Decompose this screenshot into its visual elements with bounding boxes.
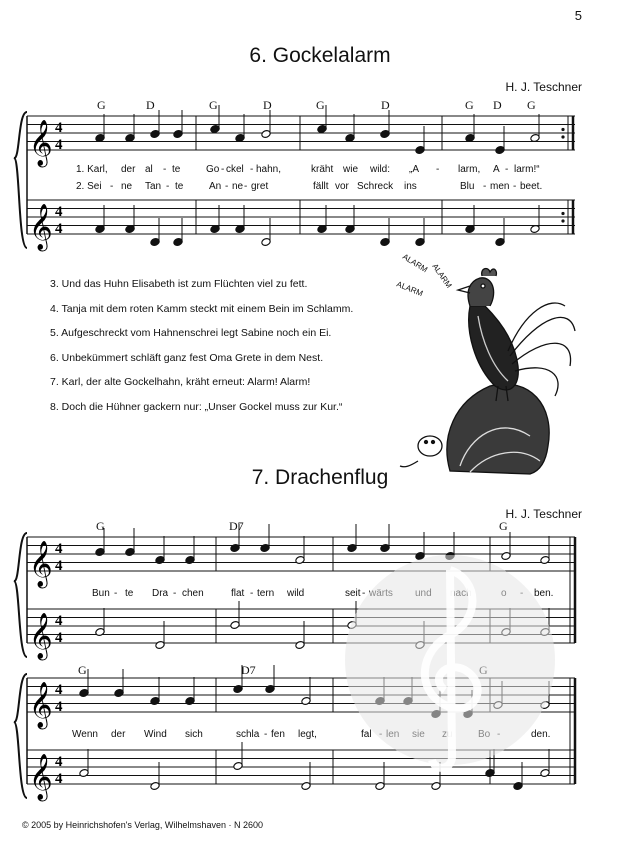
lyric-syllable: „A: [409, 164, 419, 175]
verse-line: 6. Unbekümmert schläft ganz fest Oma Grete in dem Nest.: [50, 351, 324, 364]
system-brace: [14, 674, 27, 798]
lyric-syllable: den.: [531, 729, 551, 740]
lyric-syllable: -: [513, 181, 517, 192]
lyric-syllable: tern: [257, 588, 275, 599]
system-brace: [14, 533, 27, 657]
note-head: [79, 689, 89, 698]
time-signature-top: 4: [55, 120, 63, 136]
alarm-word: ALARM: [395, 279, 425, 299]
lyric-syllable: fal: [361, 729, 372, 740]
note-head: [375, 782, 385, 791]
lyric-syllable: der: [121, 164, 136, 175]
lyric-syllable: hahn,: [256, 164, 282, 175]
staff: [27, 116, 575, 168]
lyric-syllable: -: [244, 181, 248, 192]
lyric-syllable: -: [436, 164, 440, 175]
note-head: [261, 238, 271, 247]
note-head: [301, 782, 311, 791]
note-head: [230, 544, 240, 553]
note-head: [125, 134, 135, 143]
note-head: [495, 146, 505, 155]
note-head: [173, 130, 183, 139]
verse-line: 4. Tanja mit dem roten Kamm steckt mit einem Bein im Schlamm.: [50, 302, 354, 315]
song1-lyrics-line2: [76, 181, 542, 192]
note-head: [95, 628, 105, 637]
alarm-word: ALARM: [430, 261, 454, 290]
lyric-syllable: fällt: [313, 181, 329, 192]
note-head: [530, 225, 540, 234]
repeat-dot: [561, 128, 564, 131]
treble-clef-icon: 𝄞: [29, 682, 53, 728]
lyric-syllable: te: [172, 164, 181, 175]
lyric-syllable: ins: [404, 181, 417, 192]
chord: G: [316, 98, 325, 112]
chord: D: [263, 98, 272, 112]
note-head: [380, 130, 390, 139]
lyric-syllable: al: [145, 164, 153, 175]
lyric-syllable: wild:: [370, 164, 391, 175]
note-head: [125, 548, 135, 557]
time-signature-top: 4: [55, 682, 63, 698]
lyric-syllable: -: [166, 181, 170, 192]
time-signature-top: 4: [55, 754, 63, 770]
lyric-syllable: A: [493, 164, 500, 175]
lyric-syllable: -: [163, 164, 167, 175]
lyric-syllable: An: [209, 181, 222, 192]
verse-line: 3. Und das Huhn Elisabeth ist zum Flüchten viel zu fett.: [50, 278, 308, 290]
treble-clef-icon: 𝄞: [29, 120, 53, 166]
lyric-syllable: 1. Karl,: [76, 164, 108, 175]
song2-title: 7. Drachenflug: [251, 466, 389, 489]
note-head: [301, 697, 311, 706]
note-head: [235, 225, 245, 234]
lyric-syllable: 2. Sei: [76, 181, 102, 192]
note-head: [150, 238, 160, 247]
chord: D: [146, 98, 155, 112]
lyric-syllable: schla: [236, 729, 260, 740]
lyric-syllable: vor: [335, 181, 349, 192]
note-head: [95, 225, 105, 234]
note-head: [95, 134, 105, 143]
lyric-syllable: -: [505, 164, 509, 175]
lyric-syllable: Schreck: [357, 181, 394, 192]
rooster-illustration: [370, 236, 580, 481]
chord: D7: [229, 519, 244, 533]
lyric-syllable: -: [483, 181, 487, 192]
treble-clef-icon: 𝄞: [29, 754, 53, 800]
note-head: [465, 134, 475, 143]
repeat-dot: [561, 135, 564, 138]
note-head: [95, 548, 105, 557]
note-head: [317, 125, 327, 134]
time-signature-top: 4: [55, 204, 63, 220]
note-head: [415, 146, 425, 155]
note-head: [155, 641, 165, 650]
lyric-syllable: ckel: [226, 164, 244, 175]
song1-composer: H. J. Teschner: [505, 80, 582, 94]
note-head: [150, 130, 160, 139]
time-signature-bottom: 4: [55, 699, 63, 715]
chord: G: [97, 98, 106, 112]
repeat-dot: [561, 212, 564, 215]
note-head: [513, 782, 523, 791]
song1-lyrics-line1: [76, 164, 540, 175]
note-head: [150, 782, 160, 791]
chord: G: [78, 663, 87, 677]
song2-composer: H. J. Teschner: [505, 507, 582, 521]
note-head: [265, 685, 275, 694]
lyric-syllable: legt,: [298, 729, 317, 740]
note-head: [431, 782, 441, 791]
lyric-syllable: fen: [271, 729, 285, 740]
lyric-syllable: -: [250, 164, 254, 175]
system-brace: [14, 112, 27, 248]
song1-staves: [14, 105, 575, 252]
lyric-syllable: kräht: [311, 164, 334, 175]
chord: G: [209, 98, 218, 112]
chord: D7: [241, 663, 256, 677]
copyright-footer: © 2005 by Heinrichshofen's Verlag, Wilhelmshaven · N 2600: [22, 820, 263, 830]
treble-clef-icon: 𝄞: [29, 541, 53, 587]
lyric-syllable: -: [225, 181, 229, 192]
note-head: [155, 556, 165, 565]
note-head: [210, 225, 220, 234]
song1-title: 6. Gockelalarm: [249, 44, 391, 67]
note-head: [260, 544, 270, 553]
chord: G: [527, 98, 536, 112]
watermark-treble-clef-icon: [340, 540, 560, 780]
time-signature-top: 4: [55, 613, 63, 629]
lyric-syllable: -: [221, 164, 225, 175]
chord: G: [465, 98, 474, 112]
lyric-syllable: Blu: [460, 181, 475, 192]
lyric-syllable: larm!“: [514, 164, 540, 175]
lyric-syllable: flat: [231, 588, 245, 599]
time-signature-bottom: 4: [55, 771, 63, 787]
repeat-dot: [561, 219, 564, 222]
chord: G: [96, 519, 105, 533]
time-signature-top: 4: [55, 541, 63, 557]
lyric-syllable: larm,: [458, 164, 481, 175]
note-head: [185, 697, 195, 706]
lyric-syllable: ben.: [534, 588, 554, 599]
note-head: [173, 238, 183, 247]
note-head: [345, 225, 355, 234]
note-head: [465, 225, 475, 234]
treble-clef-icon: 𝄞: [29, 204, 53, 250]
note-head: [345, 134, 355, 143]
lyric-syllable: -: [264, 729, 268, 740]
time-signature-bottom: 4: [55, 558, 63, 574]
note-head: [210, 125, 220, 134]
note-head: [125, 225, 135, 234]
lyric-syllable: wie: [343, 164, 359, 175]
note-head: [233, 762, 243, 771]
lyric-syllable: Go: [206, 164, 220, 175]
verse-line: 7. Karl, der alte Gockelhahn, kräht erneut: Alarm! Alarm!: [50, 376, 311, 389]
verse-line: 8. Doch die Hühner gackern nur: „Unser Gockel muss zur Kur.“: [50, 400, 343, 413]
verse-line: 5. Aufgeschreckt vom Hahnenschrei legt Sabine noch ein Ei.: [50, 327, 332, 340]
alarm-word: ALARM: [400, 252, 430, 275]
lyric-syllable: te: [175, 181, 184, 192]
note-head: [530, 134, 540, 143]
lyric-syllable: beet.: [520, 181, 543, 192]
lyric-syllable: -: [362, 588, 366, 599]
lyric-syllable: ne: [232, 181, 244, 192]
lyric-syllable: -: [114, 588, 118, 599]
note-head: [295, 556, 305, 565]
lyric-syllable: ne: [121, 181, 133, 192]
lyric-syllable: -: [250, 588, 254, 599]
note-head: [150, 697, 160, 706]
lyric-syllable: seit: [345, 588, 361, 599]
treble-clef-icon: 𝄞: [29, 613, 53, 659]
lyric-syllable: Tan: [145, 181, 162, 192]
note-head: [79, 769, 89, 778]
note-head: [317, 225, 327, 234]
note-head: [295, 641, 305, 650]
lyric-syllable: der: [111, 729, 126, 740]
note-head: [230, 621, 240, 630]
song2-chords-row1: [96, 519, 508, 533]
lyric-syllable: Dra: [152, 588, 169, 599]
song1-chords: [97, 98, 536, 112]
chord: D: [381, 98, 390, 112]
note-head: [261, 130, 271, 139]
page-number: 5: [574, 8, 582, 23]
lyric-syllable: chen: [182, 588, 204, 599]
verse-list: [50, 276, 353, 424]
note-head: [233, 685, 243, 694]
time-signature-bottom: 4: [55, 630, 63, 646]
lyric-syllable: gret: [251, 181, 269, 192]
note-head: [235, 134, 245, 143]
lyric-syllable: sich: [185, 729, 203, 740]
lyric-syllable: -: [173, 588, 177, 599]
lyric-syllable: Bun: [92, 588, 110, 599]
note-head: [114, 689, 124, 698]
lyric-syllable: Wenn: [72, 729, 98, 740]
note-head: [185, 556, 195, 565]
lyric-syllable: men: [490, 181, 510, 192]
time-signature-bottom: 4: [55, 221, 63, 237]
lyric-syllable: Wind: [144, 729, 167, 740]
lyric-syllable: wild: [287, 588, 305, 599]
lyric-syllable: te: [125, 588, 134, 599]
chord: G: [499, 519, 508, 533]
time-signature-bottom: 4: [55, 137, 63, 153]
lyric-syllable: -: [110, 181, 114, 192]
chord: D: [493, 98, 502, 112]
